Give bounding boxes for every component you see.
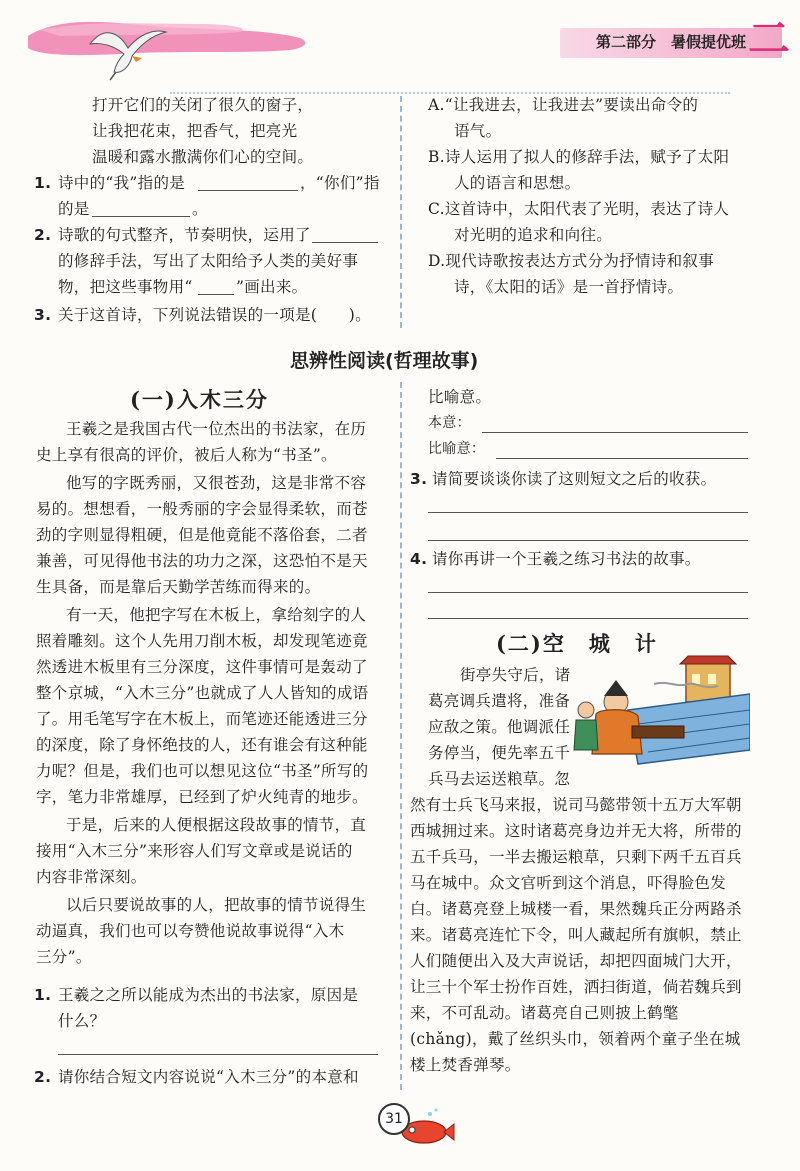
answer-line[interactable] (428, 540, 748, 541)
answer-line[interactable] (428, 512, 748, 513)
story-line: 王羲之是我国古代一位杰出的书法家，在历 (66, 420, 367, 438)
story-line: 有一天，他把字写在木板上，拿给刻字的人 (66, 606, 367, 624)
story-line: 内容非常深刻。 (36, 868, 147, 886)
answer-blank[interactable] (92, 216, 190, 217)
question-text: 。 (192, 200, 208, 218)
story-line: 整个京城，“入木三分”也就成了人人皆知的成语 (36, 684, 369, 702)
story-line: 史上享有很高的评价，被后人称为“书圣”。 (36, 446, 337, 464)
story-line: 葛亮调兵遣将，准备 (428, 692, 571, 710)
story-line: 了。用毛笔写字在木板上，而笔迹还能透进三分 (36, 710, 368, 728)
question-text: 什么？ (58, 1012, 106, 1030)
question-text: 诗歌的句式整齐，节奏明快，运用了 (58, 226, 311, 244)
story-line: 易的。想想看，一般秀丽的字会显得柔软，而苍 (36, 500, 368, 518)
question-text: 请你结合短文内容说说“入木三分”的本意和 (58, 1068, 359, 1086)
story-line: 马在城中。众文官听到这个消息，吓得脸色发 (410, 874, 727, 892)
seagull-icon (80, 14, 170, 84)
story-line: 以后只要说故事的人，把故事的情节说得生 (66, 896, 367, 914)
answer-line[interactable] (496, 458, 748, 459)
story-line: 然有士兵飞马来报，说司马懿带领十五万大军朝 (410, 796, 742, 814)
question-number: 1. (34, 986, 52, 1004)
question-number: 2. (34, 226, 52, 244)
question-number: 1. (34, 174, 52, 192)
story-line: 三分”。 (36, 948, 92, 966)
column-divider-bottom (400, 382, 402, 1090)
poem-line: 打开它们的关闭了很久的窗子， (92, 96, 314, 114)
column-divider-top (400, 96, 402, 328)
answer-line[interactable] (428, 592, 748, 593)
story-line: 于是，后来的人便根据这段故事的情节，直 (66, 816, 367, 834)
answer-line[interactable] (58, 1054, 378, 1055)
story-line: 字，笔力非常雄厚，已经到了炉火纯青的地步。 (36, 788, 368, 806)
question-number: 3. (34, 306, 52, 324)
poem-line: 让我把花束，把香气，把亮光 (92, 122, 298, 140)
question-text: 请你再讲一个王羲之练习书法的故事。 (432, 550, 701, 568)
story-line: 他写的字既秀丽，又很苍劲，这是非常不容 (66, 474, 367, 492)
question-text: 物，把这些事物用“ (58, 278, 193, 296)
answer-blank[interactable] (312, 242, 378, 243)
story-line: 接用“入木三分”来形容人们写文章或是说话的 (36, 842, 353, 860)
story-line: 兼善，可见得他书法的功力之深，这恐怕不是天 (36, 552, 368, 570)
story-line: 应敌之策。他调派任 (428, 718, 571, 736)
story-title: (一)入木三分 (130, 387, 269, 412)
story-line: (chǎng)，戴了丝织头巾，领着两个童子坐在城 (410, 1030, 741, 1048)
story-line: 兵马去运送粮草。忽 (428, 770, 571, 788)
header-mark: 二 (748, 14, 791, 63)
question-text: 诗中的“我”指的是 (58, 174, 186, 192)
page-number: 31 (378, 1103, 410, 1135)
answer-line[interactable] (482, 432, 748, 433)
story-line: 楼上焚香弹琴。 (410, 1056, 521, 1074)
question-text: 比喻意。 (428, 388, 492, 406)
page-header (0, 0, 800, 88)
option-c[interactable]: C.这首诗中，太阳代表了光明，表达了诗人 (428, 200, 730, 218)
question-text: 的是 (58, 200, 90, 218)
story-line: 生具备，而是靠后天勤学苦练而得来的。 (36, 578, 321, 596)
option-d[interactable]: D.现代诗歌按表达方式分为抒情诗和叙事 (428, 252, 715, 270)
story-line: 街亭失守后，诸 (460, 666, 571, 684)
label-benyi: 本意： (428, 415, 471, 431)
story-line: 五千兵马，一半去搬运粮草，只剩下两千五百兵 (410, 848, 742, 866)
story-line: 劲的字则显得粗硬，但是他竟能不落俗套，二者 (36, 526, 368, 544)
story-line: 白。诸葛亮登上城楼一看，果然魏兵正分两路杀 (410, 900, 742, 918)
question-text: 的修辞手法，写出了太阳给予人类的美好事 (58, 252, 359, 270)
answer-blank[interactable] (198, 294, 234, 295)
story-line: 照着雕刻。这个人先用刀削木板，却发现笔迹竟 (36, 632, 368, 650)
question-text: ”画出来。 (236, 278, 308, 296)
answer-line[interactable] (428, 618, 748, 619)
option-c-cont: 对光明的追求和向往。 (454, 226, 613, 244)
story-line: 务停当，便先率五千 (428, 744, 571, 762)
option-b[interactable]: B.诗人运用了拟人的修辞手法，赋予了太阳 (428, 148, 730, 166)
story-line: 动逼真，我们也可以夸赞他说故事说得“入木 (36, 922, 345, 940)
option-a[interactable]: A.“让我进去，让我进去”要读出命令的 (428, 96, 699, 114)
poem-line: 温暖和露水撒满你们心的空间。 (92, 148, 314, 166)
story-line: 西城拥过来。这时诸葛亮身边并无大将，所带的 (410, 822, 742, 840)
option-a-cont: 语气。 (454, 122, 502, 140)
header-title: 第二部分 暑假提优班 (596, 33, 747, 51)
question-text: 关于这首诗，下列说法错误的一项是( )。 (58, 306, 371, 324)
empty-fort-illustration (568, 654, 750, 770)
question-text: ，“你们”指 (300, 174, 380, 192)
option-b-cont: 人的语言和思想。 (454, 174, 581, 192)
answer-blank[interactable] (198, 190, 298, 191)
story-line: 来，不可乱动。诸葛亮自己则披上鹤氅 (410, 1004, 679, 1022)
question-number: 2. (34, 1068, 52, 1086)
story-line: 来。诸葛亮连忙下令，叫人藏起所有旗帜，禁止 (410, 926, 742, 944)
section-title: 思辨性阅读(哲理故事) (290, 350, 479, 372)
label-biyuyi: 比喻意： (428, 441, 486, 457)
option-d-cont: 诗，《太阳的话》是一首抒情诗。 (454, 278, 684, 296)
story-line: 然透进木板里有三分深度，这件事情可是轰动了 (36, 658, 368, 676)
story-title: (二)空 城 计 (496, 631, 658, 656)
story-line: 让三十个军士扮作百姓，洒扫街道，倘若魏兵到 (410, 978, 742, 996)
story-line: 力呢？但是，我们也可以想见这位“书圣”所写的 (36, 762, 369, 780)
question-number: 4. (410, 550, 428, 568)
story-line: 人们随便出入及大声说话，却把四面城门大开， (410, 952, 742, 970)
question-text: 王羲之之所以能成为杰出的书法家，原因是 (58, 986, 359, 1004)
story-line: 的深度，除了身怀绝技的人，还有谁会有这种能 (36, 736, 368, 754)
question-text: 请简要谈谈你读了这则短文之后的收获。 (432, 470, 717, 488)
question-number: 3. (410, 470, 428, 488)
